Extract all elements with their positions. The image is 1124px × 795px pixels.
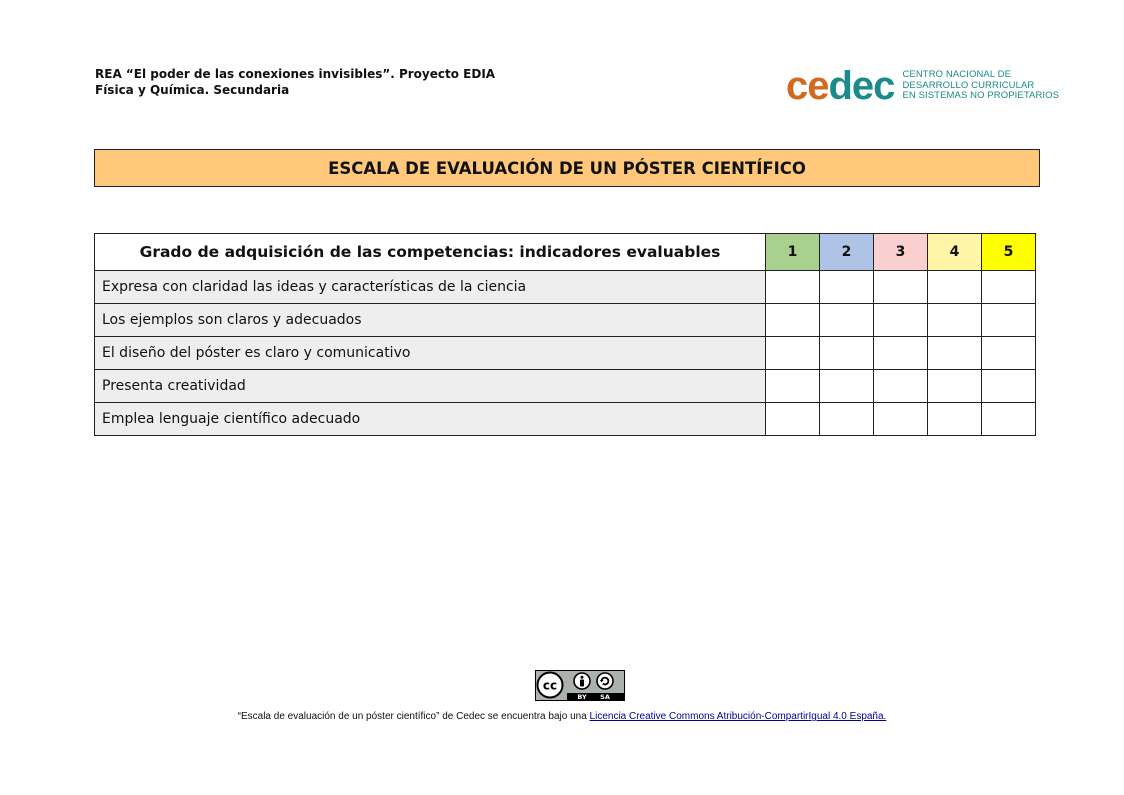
- indicator-label: Expresa con claridad las ideas y características de la ciencia: [95, 271, 766, 304]
- cedec-logo: [786, 66, 1059, 106]
- level-2-header: 2: [820, 234, 874, 271]
- cc-glyph: cc: [542, 678, 558, 693]
- indicators-header: Grado de adquisición de las competencias: indicadores evaluables: [95, 234, 766, 271]
- table-row: [95, 304, 1036, 337]
- document-header: [95, 66, 495, 98]
- logo-wordmark: [786, 66, 894, 106]
- table-row: [95, 403, 1036, 436]
- license-link[interactable]: Licencia Creative Commons Atribución-CompartirIgual 4.0 España.: [589, 711, 887, 722]
- score-cell-2[interactable]: [820, 403, 874, 436]
- table-row: [95, 271, 1036, 304]
- license-footer: [0, 711, 1124, 722]
- document-title: ESCALA DE EVALUACIÓN DE UN PÓSTER CIENTÍFICO: [94, 149, 1040, 187]
- indicator-label: Los ejemplos son claros y adecuados: [95, 304, 766, 337]
- score-cell-3[interactable]: [874, 304, 928, 337]
- score-cell-4[interactable]: [928, 271, 982, 304]
- level-5-header: 5: [982, 234, 1036, 271]
- score-cell-4[interactable]: [928, 337, 982, 370]
- score-cell-2[interactable]: [820, 271, 874, 304]
- score-cell-2[interactable]: [820, 304, 874, 337]
- score-cell-5[interactable]: [982, 304, 1036, 337]
- level-3-header: 3: [874, 234, 928, 271]
- level-4-header: 4: [928, 234, 982, 271]
- score-cell-5[interactable]: [982, 370, 1036, 403]
- score-cell-1[interactable]: [766, 304, 820, 337]
- logo-subtitle-line-3: EN SISTEMAS NO PROPIETARIOS: [902, 90, 1060, 102]
- logo-word-dec: dec: [828, 64, 895, 108]
- table-header-row: [95, 234, 1036, 271]
- score-cell-5[interactable]: [982, 337, 1036, 370]
- by-glyph: BY: [577, 693, 587, 701]
- score-cell-3[interactable]: [874, 337, 928, 370]
- logo-word-ce: ce: [786, 64, 829, 108]
- score-cell-1[interactable]: [766, 370, 820, 403]
- score-cell-4[interactable]: [928, 370, 982, 403]
- header-project-line: REA “El poder de las conexiones invisibles”. Proyecto EDIA: [95, 67, 496, 81]
- cc-by-sa-icon: [535, 670, 625, 701]
- score-cell-3[interactable]: [874, 271, 928, 304]
- header-subject-line: Física y Química. Secundaria: [95, 83, 290, 97]
- score-cell-4[interactable]: [928, 304, 982, 337]
- logo-subtitle-line-2: DESARROLLO CURRICULAR: [902, 79, 1035, 91]
- score-cell-3[interactable]: [874, 370, 928, 403]
- score-cell-5[interactable]: [982, 271, 1036, 304]
- score-cell-1[interactable]: [766, 337, 820, 370]
- indicator-label: El diseño del póster es claro y comunicativo: [95, 337, 766, 370]
- score-cell-5[interactable]: [982, 403, 1036, 436]
- score-cell-1[interactable]: [766, 271, 820, 304]
- indicator-label: Emplea lenguaje científico adecuado: [95, 403, 766, 436]
- score-cell-2[interactable]: [820, 337, 874, 370]
- indicator-label: Presenta creatividad: [95, 370, 766, 403]
- score-cell-2[interactable]: [820, 370, 874, 403]
- evaluation-scale-table: [94, 233, 1036, 436]
- score-cell-4[interactable]: [928, 403, 982, 436]
- score-cell-1[interactable]: [766, 403, 820, 436]
- logo-subtitle-line-1: CENTRO NACIONAL DE: [902, 69, 1012, 81]
- cc-license-badge: [535, 670, 625, 705]
- sa-glyph: SA: [600, 693, 610, 701]
- level-1-header: 1: [766, 234, 820, 271]
- footer-text: “Escala de evaluación de un póster científico” de Cedec se encuentra bajo una: [237, 711, 590, 722]
- table-row: [95, 370, 1036, 403]
- table-row: [95, 337, 1036, 370]
- score-cell-3[interactable]: [874, 403, 928, 436]
- logo-subtitle: [902, 70, 1059, 102]
